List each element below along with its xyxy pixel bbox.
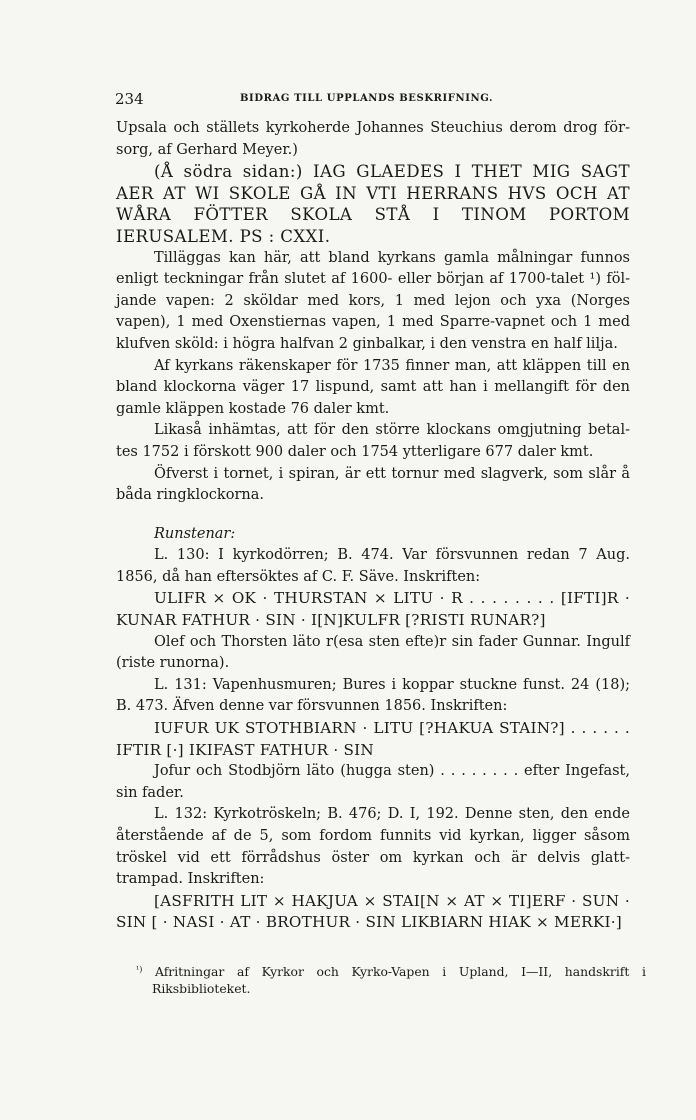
paragraph: L. 132: Kyrkotröskeln; B. 476; D. I, 192. Denne sten, den ende återstående af de 5, som fordom funnits vid kyrkan, ligger såsom tröskel vid ett förrådshus öster om kyrkan och är delvis glatttrampad. Inskriften: bbox=[116, 806, 630, 888]
footnote-marker: ¹) bbox=[136, 965, 143, 974]
footnote bbox=[136, 961, 646, 997]
inscription-south-side: (Å södra sidan:) IAG GLAEDES I THET MIG SAGT AER AT WI SKOLE GÅ IN VTI HERRANS HVS OCH AT WÅRA FÖTTER SKOLA STÅ I TINOM PORTOM IERUSALEM. PS : CXXI. bbox=[116, 162, 630, 246]
translation: Jofur och Stodbjörn läto (hugga sten) . . . . . . . . efter Ingefast, sin fader. bbox=[116, 763, 630, 801]
running-title: BIDRAG TILL UPPLANDS BESKRIFNING. bbox=[240, 93, 494, 104]
section-heading: Runstenar: bbox=[154, 525, 236, 542]
paragraph: Tilläggas kan här, att bland kyrkans gamla målningar funnos enligt teckningar från slutet af 1600- eller början af 1700-talet ¹) följande vapen: 2 sköldar med kors, 1 med lejon och yxa (Norges vapen), 1 med Oxenstiernas vapen, 1 med Sparre-vapnet och 1 med klufven sköld: i högra halfvan 2 ginbalkar, i den venstra en half lilja. bbox=[116, 249, 630, 352]
paragraph: Likaså inhämtas, att för den större klockans omgjutning betaltes 1752 i förskott 900 daler och 1754 ytterligare 677 daler kmt. bbox=[116, 422, 630, 460]
runic-inscription: IUFUR UK STOTHBIARN · LITU [?HAKUA STAIN?] . . . . . . IFTIR [·] IKIFAST FATHUR · SIN bbox=[116, 719, 630, 759]
paragraph: L. 130: I kyrkodörren; B. 474. Var försvunnen redan 7 Aug. 1856, då han eftersöktes af C. F. Säve. Inskriften: bbox=[116, 547, 630, 585]
paragraph: Öfverst i tornet, i spiran, är ett tornur med slagverk, som slår å båda ringklockorna. bbox=[116, 465, 630, 504]
paragraph: L. 131: Vapenhusmuren; Bures i koppar stuckne funst. 24 (18); B. 473. Äfven denne var försvunnen 1856. Inskriften: bbox=[116, 676, 630, 715]
translation: Olef och Thorsten läto r(esa sten efte)r sin fader Gunnar. Ingulf (riste runorna). bbox=[116, 633, 630, 672]
paragraph: Upsala och ställets kyrkoherde Johannes Steuchius derom drog försorg, af Gerhard Meyer.) bbox=[116, 120, 630, 158]
runic-inscription: ULIFR × OK · THURSTAN × LITU · R . . . . . . . . [IFTI]R · KUNAR FATHUR · SIN · I[N]KULFR [?RISTI RUNAR?] bbox=[116, 589, 630, 630]
footnote-text: Afritningar af Kyrkor och Kyrko-Vapen i Upland, I—II, handskrift i Riksbiblioteket. bbox=[152, 964, 646, 996]
page-number: 234 bbox=[115, 90, 144, 108]
paragraph: Af kyrkans räkenskaper för 1735 finner man, att kläppen till en bland klockorna väger 17 lispund, samt att han i mellangift för den gamle kläppen kostade 76 daler kmt. bbox=[116, 357, 630, 417]
page-header bbox=[115, 90, 630, 110]
body-text bbox=[116, 118, 630, 934]
runic-inscription: [ASFRITH LIT × HAKJUA × STAI[N × AT × TI]ERF · SUN · SIN [ · NASI · AT · BROTHUR · SIN LIKBIARN HIAK × MERKI·] bbox=[116, 891, 630, 932]
